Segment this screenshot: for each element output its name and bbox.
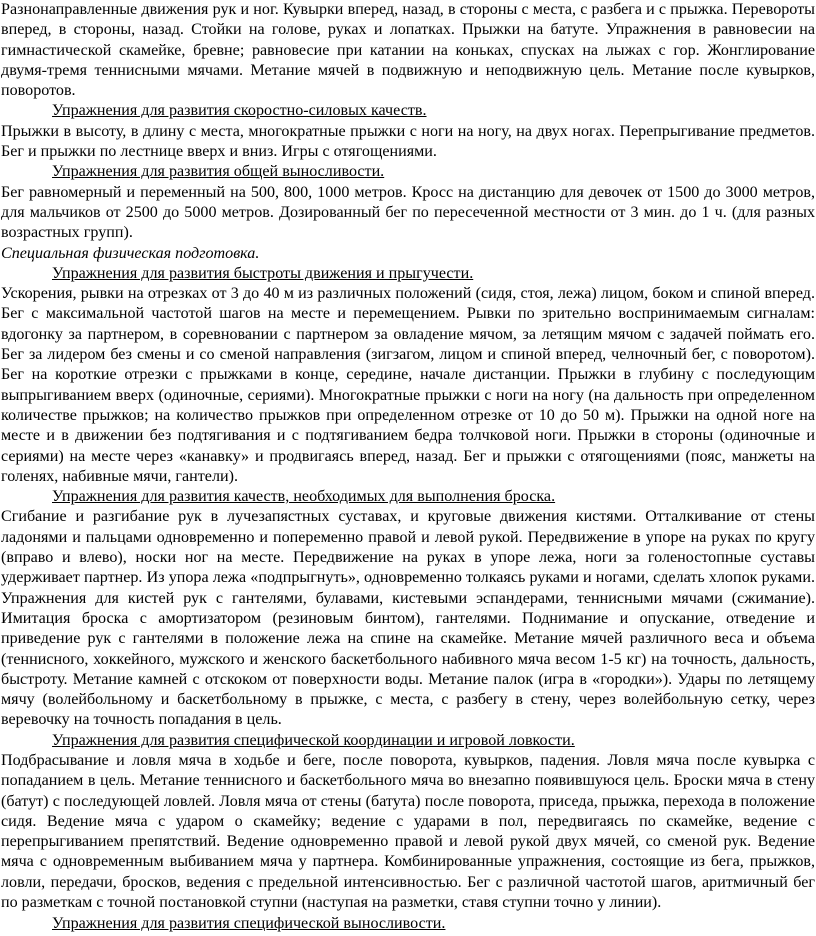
body-paragraph: Разнонаправленные движения рук и ног. Кувырки вперед, назад, в стороны с места, с разбега и с прыжка. Перевороты вперед, в стороны, назад. Стойки на голове, руках и лопатках. Прыжки на батуте. Упражнения в равновесии на гимнастической скамейке, бревне; равновесие при катании на коньках, спусках на лыжах с гор. Жонглирование двумя-тремя теннисными мячами. Метание мячей в подвижную и неподвижную цель. Метание после кувырков, поворотов. bbox=[1, 1, 815, 100]
section-heading: Упражнения для развития скоростно-силовых качеств. bbox=[52, 102, 427, 120]
body-paragraph: Подбрасывание и ловля мяча в ходьбе и беге, после поворота, кувырков, падения. Ловля мяча после кувырка с попаданием в цель. Метание теннисного и баскетбольного мяча во внезапно появившуюся цель. Броски мяча в стену (батут) с последующей ловлей. Ловля мяча от стены (батута) после поворота, приседа, прыжка, перехода в положение сидя. Ведение мяча с ударом о скамейку; ведение с ударами в пол, передвигаясь по скамейке, ведение с перепрыгиванием препятствий. Ведение одновременно правой и левой рукой двух мячей, со сменой рук. Ведение мяча с одновременным выбиванием мяча у партнера. Комбинированные упражнения, состоящие из бега, прыжков, ловли, передачи, бросков, ведения с предельной интенсивностью. Бег с различной частотой шагов, аритмичный бег по разметкам с точной постановкой ступни (наступая на разметки, ставя ступни точно у линии). bbox=[1, 751, 815, 912]
section-heading: Упражнения для развития общей выносливости. bbox=[52, 163, 385, 181]
subsection-title: Специальная физическая подготовка. bbox=[1, 244, 260, 262]
body-paragraph: Прыжки в высоту, в длину с места, многократные прыжки с ноги на ногу, на двух ногах. Перепрыгивание предметов. Бег и прыжки по лестнице вверх и вниз. Игры с отягощениями. bbox=[1, 122, 815, 161]
body-paragraph: Бег равномерный и переменный на 500, 800, 1000 метров. Кросс на дистанцию для девочек от 1500 до 3000 метров, для мальчиков от 2500 до 5000 метров. Дозированный бег по пересеченной местности от 3 мин. до 1 ч. (для разных возрастных групп). bbox=[1, 183, 815, 242]
section-heading: Упражнения для развития специфической координации и игровой ловкости. bbox=[52, 731, 575, 749]
section-heading: Упражнения для развития качеств, необходимых для выполнения броска. bbox=[52, 488, 556, 506]
body-paragraph: Сгибание и разгибание рук в лучезапястных суставах, и круговые движения кистями. Отталкивание от стены ладонями и пальцами одновременно и попеременно правой и левой рукой. Передвижение в упоре на руках по кругу (вправо и влево), носки ног на месте. Передвижение на руках в упоре лежа, ноги за голеностопные суставы удерживает партнер. Из упора лежа «подпрыгнуть», одновременно толкаясь руками и ногами, сделать хлопок руками. Упражнения для кистей рук с гантелями, булавами, кистевыми эспандерами, теннисными мячами (сжимание). Имитация броска с амортизатором (резиновым бинтом), гантелями. Поднимание и опускание, отведение и приведение рук с гантелями в положение лежа на спине на скамейке. Метание мячей различного веса и объема (теннисного, хоккейного, мужского и женского баскетбольного набивного мяча весом 1-5 кг) на точность, дальность, быстроту. Метание камней с отскоком от поверхности воды. Метание палок (игра в «городки»). Удары по летящему мячу (волейбольному и баскетбольному в прыжке, с места, с разбегу в стену, через волейбольную сетку, через веревочку на точность попадания в цель. bbox=[1, 508, 815, 729]
section-heading: Упражнения для развития специфической выносливости. bbox=[52, 915, 446, 933]
section-heading: Упражнения для развития быстроты движения и прыгучести. bbox=[52, 264, 474, 282]
body-paragraph: Ускорения, рывки на отрезках от 3 до 40 м из различных положений (сидя, стоя, лежа) лицом, боком и спиной вперед. Бег с максимальной частотой шагов на месте и перемещением. Рывки по зрительно воспринимаемым сигналам: вдогонку за партнером, в соревновании с партнером за овладение мячом, за летящим мячом с задачей поймать его. Бег за лидером без смены и со сменой направления (зигзагом, лицом и спиной вперед, челночный бег, с поворотом). Бег на короткие отрезки с прыжками в конце, середине, начале дистанции. Прыжки в глубину с последующим выпрыгиванием вверх (одиночные, сериями). Многократные прыжки с ноги на ногу (на дальность при определенном количестве прыжков; на количество прыжков при определенном отрезке от 10 до 50 м). Прыжки на одной ноге на месте и в движении без подтягивания и с подтягиванием бедра толчковой ноги. Прыжки в стороны (одиночные и сериями) на месте через «канавку» и продвигаясь вперед, назад. Бег и прыжки с отягощениями (пояс, манжеты на голенях, набивные мячи, гантели). bbox=[1, 285, 815, 485]
